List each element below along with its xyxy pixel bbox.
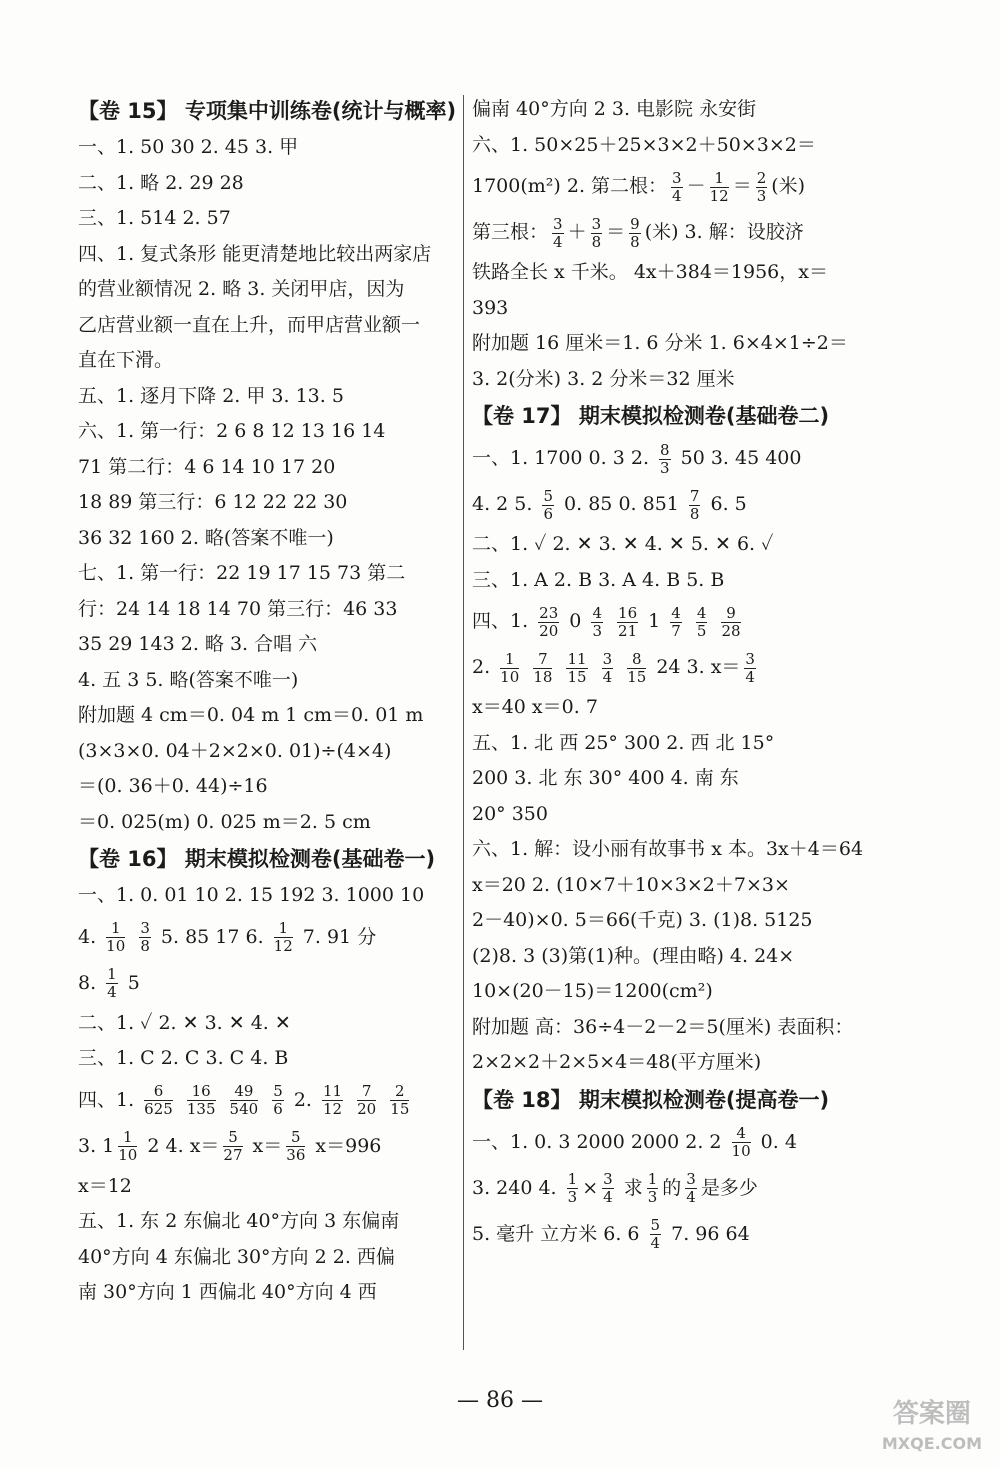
answer-text — [617, 656, 623, 678]
answer-text: 7. 91 分 — [296, 925, 377, 948]
numerator: 5 — [273, 1082, 283, 1100]
answer-line-fractions — [472, 598, 884, 644]
answer-line: (2)8. 3 (3)第(1)种。(理由略) 4. 24× — [472, 944, 795, 967]
answer-text: 1700(m²) 2. 第二根： — [472, 175, 668, 197]
answer-line: 四、1. 复式条形 能更清楚地比较出两家店 — [78, 242, 432, 265]
answer-line: 五、1. 东 2 东偏北 40°方向 3 东偏南 — [78, 1210, 400, 1232]
denominator: 4 — [745, 667, 755, 686]
numerator: 3 — [745, 649, 755, 668]
answer-line: 二、1. ✓ 2. ✕ 3. ✕ 4. ✕ — [78, 1011, 291, 1034]
answer-line: 附加题 高：36÷4－2－2＝5(厘米) 表面积： — [472, 1015, 854, 1038]
answer-text — [592, 656, 598, 678]
fraction — [357, 1083, 376, 1118]
answer-text — [177, 1089, 183, 1111]
fraction — [671, 170, 683, 205]
denominator: 27 — [223, 1146, 243, 1164]
numerator: 1 — [500, 651, 519, 669]
answer-text: (米) 3. 解：设胶济 — [644, 221, 804, 243]
answer-text: x＝996 — [309, 1134, 382, 1157]
denominator: 3 — [756, 186, 767, 205]
answer-text: 一、1. 0. 3 2000 2000 2. 2 — [472, 1130, 728, 1153]
answer-text: 2 4. x＝ — [141, 1134, 220, 1157]
numerator: 1 — [567, 1170, 578, 1188]
fraction — [650, 1217, 662, 1252]
numerator: 11 — [323, 1082, 343, 1100]
answer-text: ＝ — [732, 175, 752, 197]
answer-text: 1 — [642, 610, 667, 632]
numerator: 16 — [618, 603, 638, 622]
fraction — [689, 488, 701, 523]
answer-line-fractions — [472, 163, 884, 209]
answer-line: 六、1. 解：设小丽有故事书 x 本。3x＋4＝64 — [472, 838, 864, 860]
fraction — [591, 605, 603, 640]
answer-text: 一、1. 1700 0. 3 2. — [472, 447, 656, 469]
numerator: 3 — [591, 214, 602, 233]
answer-line: 36 32 160 2. 略(答案不唯一) — [78, 526, 334, 549]
numerator: 2 — [390, 1083, 409, 1101]
answer-text: ＋ — [567, 221, 587, 243]
denominator: 8 — [630, 232, 640, 251]
fraction — [390, 1083, 409, 1118]
answer-line-fractions — [472, 435, 884, 481]
answer-text: (米) — [771, 175, 806, 197]
denominator: 3 — [592, 621, 602, 640]
answer-line-fractions — [78, 960, 456, 1006]
answer-text: × — [582, 1176, 599, 1199]
fraction — [538, 605, 559, 640]
denominator: 15 — [390, 1100, 410, 1118]
answer-line: 二、1. ✓ 2. ✕ 3. ✕ 4. ✕ 5. ✕ 6. ✓ — [472, 533, 774, 555]
denominator: 4 — [650, 1234, 661, 1252]
fraction — [627, 651, 646, 686]
numerator: 1 — [274, 920, 293, 938]
answer-text — [129, 926, 135, 948]
watermark-logo — [882, 1399, 982, 1459]
answer-line-fractions — [472, 1211, 884, 1257]
answer-text: 第三根： — [472, 221, 549, 243]
answer-text: 5. 毫升 立方米 6. 6 — [472, 1222, 646, 1245]
answer-text: 2. — [287, 1088, 318, 1111]
numerator: 4 — [592, 603, 602, 622]
numerator: 23 — [539, 603, 559, 622]
answer-text: 是多少 — [700, 1176, 758, 1199]
answer-text: 四、1. — [472, 610, 535, 632]
answer-line: 3. 2(分米) 3. 2 分米＝32 厘米 — [472, 367, 735, 390]
fraction — [721, 605, 740, 640]
denominator: 5 — [696, 621, 707, 640]
answer-text: 24 3. x＝ — [650, 656, 741, 678]
answer-line: 二、1. 略 2. 29 28 — [78, 171, 244, 194]
numerator: 1 — [118, 1129, 137, 1147]
fraction — [286, 1129, 305, 1164]
fraction — [670, 605, 682, 640]
answer-text: 4. — [78, 925, 103, 948]
answer-line: 五、1. 北 西 25° 300 2. 西 北 15° — [472, 731, 775, 754]
numerator: 6 — [144, 1083, 173, 1101]
denominator: 10 — [731, 1142, 751, 1160]
numerator: 16 — [187, 1083, 216, 1101]
fraction — [139, 920, 151, 955]
answer-text — [347, 1089, 353, 1111]
denominator: 12 — [273, 937, 293, 955]
answer-line: 的营业额情况 2. 略 3. 关闭甲店，因为 — [78, 278, 405, 300]
answer-text: 4. 2 5. — [472, 493, 539, 515]
answer-text — [262, 1089, 268, 1111]
answer-line: x＝40 x＝0. 7 — [472, 696, 598, 718]
answer-text: 0. 4 — [754, 1130, 797, 1153]
answer-line: 附加题 4 cm＝0. 04 m 1 cm＝0. 01 m — [78, 704, 424, 726]
denominator: 4 — [602, 667, 613, 686]
fraction — [647, 1171, 659, 1206]
answer-line: 直在下滑。 — [78, 349, 174, 371]
fraction — [322, 1083, 343, 1118]
numerator: 1 — [107, 965, 117, 983]
numerator: 2 — [756, 168, 767, 187]
denominator: 18 — [533, 667, 553, 686]
numerator: 5 — [543, 486, 554, 505]
answer-text: 8. — [78, 971, 103, 994]
denominator: 10 — [118, 1146, 138, 1164]
answer-line: 偏南 40°方向 2 3. 电影院 永安街 — [472, 98, 757, 120]
answer-line: 乙店营业额一直在上升，而甲店营业额一 — [78, 313, 421, 336]
watermark-text: 答案圈 — [892, 1399, 971, 1429]
numerator: 7 — [689, 486, 700, 505]
numerator: 5 — [650, 1216, 661, 1234]
numerator: 3 — [672, 168, 682, 187]
answer-line: 七、1. 第一行：22 19 17 15 73 第二 — [78, 562, 406, 584]
answer-text: x＝ — [246, 1134, 283, 1157]
answer-line: 三、1. A 2. B 3. A 4. B 5. B — [472, 568, 725, 591]
fraction — [118, 1129, 137, 1164]
fraction — [533, 651, 552, 686]
numerator: 11 — [567, 649, 587, 668]
answer-line: 2×2×2＋2×5×4＝48(平方厘米) — [472, 1051, 762, 1073]
numerator: 3 — [686, 1170, 696, 1188]
section-heading: 【卷 16】 期末模拟检测卷(基础卷一) — [78, 847, 436, 871]
fraction — [685, 1171, 697, 1206]
denominator: 36 — [286, 1146, 306, 1164]
answer-text — [220, 1089, 226, 1111]
watermark-url: MXQE.COM — [881, 1434, 982, 1453]
answer-text: 3. 1 — [78, 1134, 115, 1157]
section-heading: 【卷 18】 期末模拟检测卷(提高卷一) — [472, 1087, 830, 1112]
fraction — [591, 216, 603, 251]
denominator: 135 — [186, 1100, 216, 1118]
denominator: 6 — [543, 504, 554, 523]
denominator: 20 — [539, 621, 559, 640]
numerator: 49 — [230, 1083, 259, 1101]
numerator: 5 — [286, 1129, 305, 1147]
fraction — [144, 1083, 173, 1118]
answer-line-fractions — [472, 1165, 884, 1211]
answer-line: 20° 350 — [472, 802, 548, 825]
denominator: 4 — [107, 983, 117, 1001]
answer-line: 10×(20－15)＝1200(cm²) — [472, 980, 713, 1002]
right-column — [472, 92, 884, 1257]
answer-text: 5 — [121, 971, 140, 994]
denominator: 10 — [500, 667, 520, 686]
fraction — [272, 1083, 284, 1118]
fraction — [629, 216, 641, 251]
numerator: 3 — [140, 919, 150, 937]
answer-line: 行：24 14 18 14 70 第三行：46 33 — [78, 597, 398, 620]
answer-line: 附加题 16 厘米＝1. 6 分米 1. 6×4×1÷2＝ — [472, 332, 848, 354]
answer-line: 35 29 143 2. 略 3. 合唱 六 — [78, 633, 318, 655]
denominator: 20 — [357, 1100, 377, 1118]
numerator: 3 — [602, 649, 613, 668]
answer-text — [711, 610, 717, 632]
column-divider — [463, 95, 464, 1350]
fraction — [542, 488, 554, 523]
answer-line: 一、1. 0. 01 10 2. 15 192 3. 1000 10 — [78, 884, 425, 906]
fraction — [744, 651, 756, 686]
section-heading: 【卷 17】 期末模拟检测卷(基础卷二) — [472, 404, 830, 428]
denominator: 28 — [721, 621, 741, 640]
answer-text — [523, 656, 529, 678]
answer-line: 393 — [472, 296, 509, 319]
answer-line: 71 第二行：4 6 14 10 17 20 — [78, 455, 336, 478]
answer-text: 3. 240 4. — [472, 1176, 563, 1199]
fraction — [732, 1125, 751, 1160]
answer-line: 200 3. 北 东 30° 400 4. 南 东 — [472, 767, 739, 789]
answer-line: 铁路全长 x 千米。 4x＋384＝1956，x＝ — [472, 261, 828, 283]
answer-line: 三、1. C 2. C 3. C 4. B — [78, 1047, 289, 1069]
fraction — [187, 1083, 216, 1118]
fraction — [602, 1171, 614, 1206]
answer-line: ＝(0. 36＋0. 44)÷16 — [78, 775, 268, 797]
section-heading: 【卷 15】 专项集中训练卷(统计与概率) — [78, 99, 457, 123]
fraction — [567, 1171, 579, 1206]
numerator: 1 — [647, 1170, 658, 1188]
answer-line: 18 89 第三行：6 12 22 22 30 — [78, 491, 348, 513]
answer-text — [686, 610, 692, 632]
fraction — [230, 1083, 259, 1118]
fraction — [106, 920, 125, 955]
answer-line: 六、1. 第一行：2 6 8 12 13 16 14 — [78, 420, 386, 442]
answer-line: 六、1. 50×25＋25×3×2＋50×3×2＝ — [472, 133, 816, 156]
numerator: 9 — [630, 214, 640, 233]
fraction — [500, 651, 519, 686]
fraction — [223, 1129, 242, 1164]
denominator: 3 — [647, 1188, 658, 1206]
answer-text: 求 — [617, 1176, 643, 1199]
numerator: 1 — [106, 920, 125, 938]
answer-text — [607, 610, 613, 632]
denominator: 8 — [689, 504, 700, 523]
answer-text: － — [686, 175, 706, 197]
fraction — [602, 651, 614, 686]
numerator: 5 — [223, 1129, 242, 1147]
fraction — [566, 651, 587, 686]
denominator: 8 — [591, 232, 602, 251]
denominator: 625 — [144, 1100, 173, 1118]
answer-text: 0. 85 0. 851 — [558, 493, 685, 515]
numerator: 4 — [732, 1125, 751, 1143]
fraction — [659, 442, 671, 477]
answer-line: 一、1. 50 30 2. 45 3. 甲 — [78, 136, 299, 158]
answer-line-fractions — [472, 644, 884, 690]
fraction — [274, 920, 293, 955]
denominator: 12 — [709, 186, 729, 205]
fraction — [696, 605, 708, 640]
answer-line-fractions — [472, 1119, 884, 1165]
denominator: 7 — [671, 621, 681, 640]
answer-text: 5. 85 17 6. — [154, 925, 270, 948]
answer-text: 四、1. — [78, 1088, 141, 1111]
answer-line: 三、1. 514 2. 57 — [78, 207, 231, 229]
numerator: 3 — [553, 214, 563, 233]
fraction — [617, 605, 638, 640]
answer-text: ＝ — [606, 221, 626, 243]
answer-line: (3×3×0. 04＋2×2×0. 01)÷(4×4) — [78, 739, 392, 762]
denominator: 4 — [686, 1188, 696, 1206]
numerator: 8 — [660, 440, 670, 459]
answer-line: x＝12 — [78, 1174, 132, 1197]
numerator: 4 — [671, 603, 681, 622]
fraction — [710, 170, 729, 205]
page-number: — 86 — — [457, 1388, 543, 1413]
fraction — [552, 216, 564, 251]
answer-text: 50 3. 45 400 — [674, 447, 802, 469]
denominator: 12 — [323, 1100, 343, 1118]
denominator: 4 — [672, 186, 682, 205]
numerator: 1 — [710, 170, 729, 188]
denominator: 21 — [618, 621, 638, 640]
answer-line: x＝20 2. (10×7＋10×3×2＋7×3× — [472, 873, 790, 896]
answer-line: 2－40)×0. 5＝66(千克) 3. (1)8. 5125 — [472, 909, 813, 931]
denominator: 15 — [567, 667, 587, 686]
answer-text: 0 — [563, 610, 588, 632]
left-column — [78, 92, 456, 1311]
denominator: 3 — [660, 458, 670, 477]
answer-line-fractions — [78, 1077, 456, 1123]
denominator: 540 — [229, 1100, 259, 1118]
numerator: 7 — [357, 1083, 376, 1101]
numerator: 3 — [603, 1170, 613, 1188]
answer-text: 7. 96 64 — [665, 1222, 750, 1245]
denominator: 8 — [140, 937, 150, 955]
answer-line-fractions — [78, 1123, 456, 1169]
answer-text — [380, 1089, 386, 1111]
answer-line-fractions — [472, 209, 884, 255]
answer-text: 的 — [662, 1176, 682, 1199]
answer-line-fractions — [78, 914, 456, 960]
fraction — [756, 170, 768, 205]
denominator: 6 — [273, 1100, 283, 1118]
answer-line: ＝0. 025(m) 0. 025 m＝2. 5 cm — [78, 810, 371, 833]
numerator: 8 — [627, 651, 646, 669]
answer-text — [556, 656, 562, 678]
answer-line: 南 30°方向 1 西偏北 40°方向 4 西 — [78, 1281, 377, 1303]
denominator: 15 — [627, 667, 647, 686]
numerator: 9 — [721, 605, 740, 623]
answer-line-fractions — [472, 481, 884, 527]
denominator: 3 — [567, 1188, 578, 1206]
numerator: 7 — [533, 651, 552, 669]
answer-line: 五、1. 逐月下降 2. 甲 3. 13. 5 — [78, 384, 344, 407]
answer-line: 4. 五 3 5. 略(答案不唯一) — [78, 668, 299, 691]
answer-text: 2. — [472, 656, 497, 678]
answer-line: 40°方向 4 东偏北 30°方向 2 2. 西偏 — [78, 1245, 395, 1268]
denominator: 4 — [603, 1188, 613, 1206]
denominator: 10 — [106, 937, 126, 955]
denominator: 4 — [553, 232, 563, 251]
answer-text: 6. 5 — [704, 493, 747, 515]
numerator: 4 — [696, 603, 707, 622]
fraction — [106, 966, 118, 1001]
